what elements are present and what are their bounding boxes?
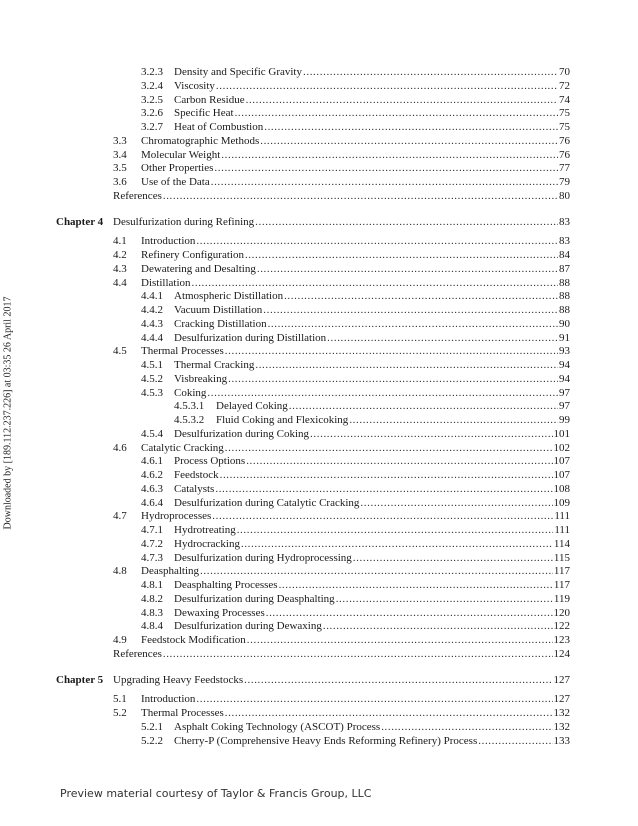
toc-entry-number: 4.2: [113, 249, 127, 261]
toc-page-number: 108: [553, 483, 570, 495]
toc-page-number: 83: [559, 235, 570, 247]
toc-page-number: 75: [559, 121, 570, 133]
dot-leader: [336, 592, 553, 606]
toc-entry-number: 4.4.1: [141, 290, 163, 302]
dot-leader: [237, 523, 554, 537]
toc-entry-number: 4.6.4: [141, 497, 163, 509]
toc-entry-row[interactable]: [141, 303, 570, 317]
page-footer: Preview material courtesy of Taylor & Francis Group, LLC: [60, 787, 372, 800]
toc-entry-title: Delayed Coking: [216, 400, 288, 412]
toc-page-number: 97: [559, 400, 570, 412]
dot-leader: [216, 79, 558, 93]
toc-entry-row[interactable]: [141, 79, 570, 93]
toc-entry-title: Deasphalting: [141, 565, 200, 577]
toc-entry-title: Process Options: [174, 455, 246, 467]
dot-leader: [327, 331, 558, 345]
toc-entry-number: 3.2.6: [141, 107, 163, 119]
toc-entry-title: Specific Heat: [174, 107, 234, 119]
dot-leader: [241, 537, 553, 551]
toc-entry-row[interactable]: [141, 496, 570, 510]
toc-entry-number: 4.5.1: [141, 359, 163, 371]
toc-entry-title: Visbreaking: [174, 373, 228, 385]
toc-entry-title: Coking: [174, 387, 207, 399]
toc-entry-row[interactable]: [141, 734, 570, 748]
toc-entry-title: Distillation: [141, 277, 191, 289]
toc-entry-row[interactable]: [113, 564, 570, 578]
toc-entry-title: Introduction: [141, 235, 196, 247]
dot-leader: [263, 303, 558, 317]
toc-entry-number: 4.4.4: [141, 332, 163, 344]
toc-entry-number: 4.8.4: [141, 620, 163, 632]
toc-page-number: 80: [559, 190, 570, 202]
toc-entry-row[interactable]: [113, 134, 570, 148]
dot-leader: [268, 317, 558, 331]
toc-page-number: 109: [553, 497, 570, 509]
toc-entry-row[interactable]: [141, 592, 570, 606]
toc-entry-row[interactable]: [141, 551, 570, 565]
toc-entry-number: 5.2.1: [141, 721, 163, 733]
toc-page-number: 114: [553, 538, 570, 550]
toc-entry-row[interactable]: [141, 578, 570, 592]
toc-entry-number: 3.4: [113, 149, 127, 161]
toc-entry-row[interactable]: [141, 606, 570, 620]
toc-entry-row[interactable]: [141, 93, 570, 107]
dot-leader: [244, 673, 552, 687]
toc-entry-row[interactable]: [113, 276, 570, 290]
toc-page-number: 111: [554, 510, 570, 522]
toc-page-number: 97: [559, 387, 570, 399]
dot-leader: [192, 276, 559, 290]
toc-page-number: 133: [553, 735, 570, 747]
dot-leader: [246, 93, 558, 107]
toc-entry-title: Density and Specific Gravity: [174, 66, 302, 78]
toc-entry-title: Molecular Weight: [141, 149, 221, 161]
toc-entry-number: 4.4: [113, 277, 127, 289]
toc-entry-row[interactable]: [141, 120, 570, 134]
toc-entry-title: Refinery Configuration: [141, 249, 244, 261]
toc-entry-title: Desulfurization during Catalytic Cracking: [174, 497, 360, 509]
toc-entry-title: Introduction: [141, 693, 196, 705]
toc-page-number: 75: [559, 107, 570, 119]
toc-entry-title: Dewaxing Processes: [174, 607, 265, 619]
toc-entry-row[interactable]: [113, 189, 570, 203]
toc-entry-title: Viscosity: [174, 80, 215, 92]
toc-entry-number: 4.6: [113, 442, 127, 454]
toc-entry-title: Desulfurization during Coking: [174, 428, 310, 440]
dot-leader: [225, 441, 553, 455]
toc-entry-title: Thermal Processes: [141, 707, 224, 719]
toc-page-number: 120: [553, 607, 570, 619]
dot-leader: [255, 215, 558, 229]
toc-chapter-row[interactable]: [56, 215, 570, 229]
toc-page-number: 79: [559, 176, 570, 188]
dot-leader: [207, 386, 558, 400]
download-watermark-text: Downloaded by [189.112.237.226] at 03:35 26 April 2017: [2, 296, 14, 530]
toc-page-number: 84: [559, 249, 570, 261]
toc-entry-row[interactable]: [113, 633, 570, 647]
toc-page-number: 102: [553, 442, 570, 454]
toc-page-number: 88: [559, 290, 570, 302]
toc-entry-row[interactable]: [113, 148, 570, 162]
toc-entry-row[interactable]: [174, 399, 570, 413]
toc-entry-title: Hydroprocesses: [141, 510, 212, 522]
toc-entry-number: 4.5.3: [141, 387, 163, 399]
dot-leader: [163, 189, 558, 203]
toc-entry-title: Desulfurization during Distillation: [174, 332, 327, 344]
dot-leader: [235, 106, 558, 120]
toc-entry-number: 4.5.2: [141, 373, 163, 385]
toc-entry-row[interactable]: [141, 537, 570, 551]
toc-entry-number: 3.6: [113, 176, 127, 188]
toc-page-number: 124: [553, 648, 570, 660]
toc-page-number: 94: [559, 359, 570, 371]
toc-entry-row[interactable]: [141, 317, 570, 331]
toc-page-number: 132: [553, 721, 570, 733]
dot-leader: [196, 234, 558, 248]
toc-entry-number: 3.3: [113, 135, 127, 147]
dot-leader: [323, 619, 553, 633]
dot-leader: [225, 706, 553, 720]
toc-entry-title: Feedstock Modification: [141, 634, 246, 646]
toc-entry-number: 5.2.2: [141, 735, 163, 747]
dot-leader: [228, 372, 558, 386]
toc-entry-title: Cracking Distillation: [174, 318, 267, 330]
toc-page-number: 117: [553, 565, 570, 577]
dot-leader: [221, 148, 558, 162]
toc-entry-number: 4.3: [113, 263, 127, 275]
dot-leader: [289, 399, 558, 413]
toc-entry-number: 4.8.3: [141, 607, 163, 619]
toc-page-number: 132: [553, 707, 570, 719]
toc-entry-number: 3.2.7: [141, 121, 163, 133]
toc-entry-title: Hydrocracking: [174, 538, 240, 550]
toc-entry-number: Chapter 4: [56, 216, 104, 228]
toc-page-number: 101: [553, 428, 570, 440]
toc-page-number: 88: [559, 277, 570, 289]
toc-entry-number: 4.4.3: [141, 318, 163, 330]
dot-leader: [200, 564, 553, 578]
toc-page-number: 70: [559, 66, 570, 78]
toc-entry-row[interactable]: [141, 106, 570, 120]
toc-chapter-row[interactable]: [56, 673, 570, 687]
toc-entry-row[interactable]: [174, 413, 570, 427]
dot-leader: [255, 358, 558, 372]
toc-entry-title: Chromatographic Methods: [141, 135, 260, 147]
toc-entry-row[interactable]: [141, 619, 570, 633]
toc-entry-number: 3.5: [113, 162, 127, 174]
toc-entry-title: Asphalt Coking Technology (ASCOT) Process: [174, 721, 381, 733]
toc-entry-title: References: [113, 190, 162, 202]
dot-leader: [220, 468, 553, 482]
toc-entry-row[interactable]: [113, 161, 570, 175]
dot-leader: [478, 734, 552, 748]
toc-entry-row[interactable]: [141, 386, 570, 400]
toc-page-number: 76: [559, 135, 570, 147]
dot-leader: [264, 120, 558, 134]
dot-leader: [266, 606, 553, 620]
toc-page-number: 107: [553, 455, 570, 467]
toc-entry-title: Deasphalting Processes: [174, 579, 278, 591]
toc-page-number: 127: [553, 674, 570, 686]
toc-entry-row[interactable]: [141, 358, 570, 372]
toc-entry-row[interactable]: [141, 454, 570, 468]
toc-entry-number: 4.8: [113, 565, 127, 577]
dot-leader: [349, 413, 558, 427]
toc-entry-title: Atmospheric Distillation: [174, 290, 284, 302]
toc-entry-row[interactable]: [113, 706, 570, 720]
dot-leader: [214, 161, 558, 175]
toc-entry-row[interactable]: [141, 468, 570, 482]
toc-page-number: 107: [553, 469, 570, 481]
dot-leader: [257, 262, 558, 276]
toc-entry-row[interactable]: [141, 720, 570, 734]
toc-entry-number: 4.1: [113, 235, 127, 247]
toc-entry-number: 4.5.3.1: [174, 400, 205, 412]
toc-entry-title: Fluid Coking and Flexicoking: [216, 414, 349, 426]
toc-entry-number: 3.2.4: [141, 80, 163, 92]
dot-leader: [303, 65, 558, 79]
toc-entry-number: 4.7.3: [141, 552, 163, 564]
toc-entry-title: Desulfurization during Refining: [113, 216, 255, 228]
toc-entry-number: 5.1: [113, 693, 127, 705]
toc-page-number: 122: [553, 620, 570, 632]
toc-entry-row[interactable]: [113, 441, 570, 455]
dot-leader: [245, 248, 558, 262]
toc-entry-number: Chapter 5: [56, 674, 104, 686]
toc-entry-row[interactable]: [141, 482, 570, 496]
toc-entry-row[interactable]: [141, 331, 570, 345]
toc-page-number: 123: [553, 634, 570, 646]
toc-entry-number: 4.8.1: [141, 579, 163, 591]
toc-entry-title: Catalysts: [174, 483, 215, 495]
toc-entry-row[interactable]: [141, 427, 570, 441]
toc-page-number: 93: [559, 345, 570, 357]
dot-leader: [163, 647, 553, 661]
toc-entry-title: Heat of Combustion: [174, 121, 264, 133]
toc-page-number: 99: [559, 414, 570, 426]
toc-entry-title: Desulfurization during Dewaxing: [174, 620, 322, 632]
toc-page-number: 111: [554, 524, 570, 536]
toc-page-number: 87: [559, 263, 570, 275]
toc-entry-title: Carbon Residue: [174, 94, 245, 106]
dot-leader: [247, 633, 553, 647]
toc-entry-number: 3.2.5: [141, 94, 163, 106]
toc-entry-number: 4.8.2: [141, 593, 163, 605]
toc-entry-number: 4.5: [113, 345, 127, 357]
toc-entry-number: 4.6.2: [141, 469, 163, 481]
toc-page-number: 115: [553, 552, 570, 564]
toc-page-number: 76: [559, 149, 570, 161]
dot-leader: [279, 578, 553, 592]
toc-page-number: 91: [559, 332, 570, 344]
toc-entry-number: 4.6.3: [141, 483, 163, 495]
toc-entry-title: Dewatering and Desalting: [141, 263, 256, 275]
toc-entry-number: 4.6.1: [141, 455, 163, 467]
toc-entry-number: 3.2.3: [141, 66, 163, 78]
toc-page-number: 74: [559, 94, 570, 106]
toc-entry-row[interactable]: [141, 372, 570, 386]
toc-entry-title: Hydrotreating: [174, 524, 236, 536]
toc-entry-row[interactable]: [113, 692, 570, 706]
toc-entry-title: Feedstock: [174, 469, 219, 481]
dot-leader: [284, 289, 558, 303]
toc-page-number: 83: [559, 216, 570, 228]
toc-entry-row[interactable]: [141, 523, 570, 537]
dot-leader: [212, 509, 553, 523]
toc-entry-number: 4.7: [113, 510, 127, 522]
toc-entry-number: 4.4.2: [141, 304, 163, 316]
dot-leader: [225, 344, 558, 358]
toc-entry-title: Vacuum Distillation: [174, 304, 263, 316]
toc-entry-title: Thermal Cracking: [174, 359, 255, 371]
toc-entry-title: Upgrading Heavy Feedstocks: [113, 674, 244, 686]
dot-leader: [246, 454, 552, 468]
toc-entry-title: Thermal Processes: [141, 345, 224, 357]
toc-entry-row[interactable]: [113, 509, 570, 523]
toc-entry-row[interactable]: [113, 175, 570, 189]
dot-leader: [260, 134, 558, 148]
dot-leader: [353, 551, 553, 565]
toc-entry-row[interactable]: [113, 647, 570, 661]
toc-entry-number: 4.7.2: [141, 538, 163, 550]
toc-entry-title: Use of the Data: [141, 176, 210, 188]
dot-leader: [211, 175, 558, 189]
toc-entry-number: 4.5.4: [141, 428, 163, 440]
dot-leader: [360, 496, 552, 510]
toc-entry-number: 5.2: [113, 707, 127, 719]
toc-entry-row[interactable]: [113, 344, 570, 358]
toc-entry-title: Catalytic Cracking: [141, 442, 224, 454]
toc-entry-title: Desulfurization during Deasphalting: [174, 593, 335, 605]
toc-entry-title: Cherry-P (Comprehensive Heavy Ends Reforming Refinery) Process: [174, 735, 478, 747]
toc-page-number: 117: [553, 579, 570, 591]
toc-page-number: 72: [559, 80, 570, 92]
dot-leader: [381, 720, 552, 734]
dot-leader: [196, 692, 552, 706]
toc-page-number: 127: [553, 693, 570, 705]
toc-page-number: 77: [559, 162, 570, 174]
toc-entry-row[interactable]: [141, 289, 570, 303]
toc-entry-number: 4.9: [113, 634, 127, 646]
toc-entry-row[interactable]: [113, 234, 570, 248]
toc-entry-title: References: [113, 648, 162, 660]
toc-entry-title: Other Properties: [141, 162, 214, 174]
dot-leader: [310, 427, 552, 441]
toc-entry-row[interactable]: [141, 65, 570, 79]
toc-entry-number: 4.5.3.2: [174, 414, 205, 426]
toc-entry-title: Desulfurization during Hydroprocessing: [174, 552, 352, 564]
toc-page-number: 88: [559, 304, 570, 316]
toc-entry-row[interactable]: [113, 262, 570, 276]
toc-entry-row[interactable]: [113, 248, 570, 262]
toc-page-number: 94: [559, 373, 570, 385]
toc-entry-number: 4.7.1: [141, 524, 163, 536]
toc-page-number: 119: [553, 593, 570, 605]
dot-leader: [215, 482, 552, 496]
toc-page-number: 90: [559, 318, 570, 330]
